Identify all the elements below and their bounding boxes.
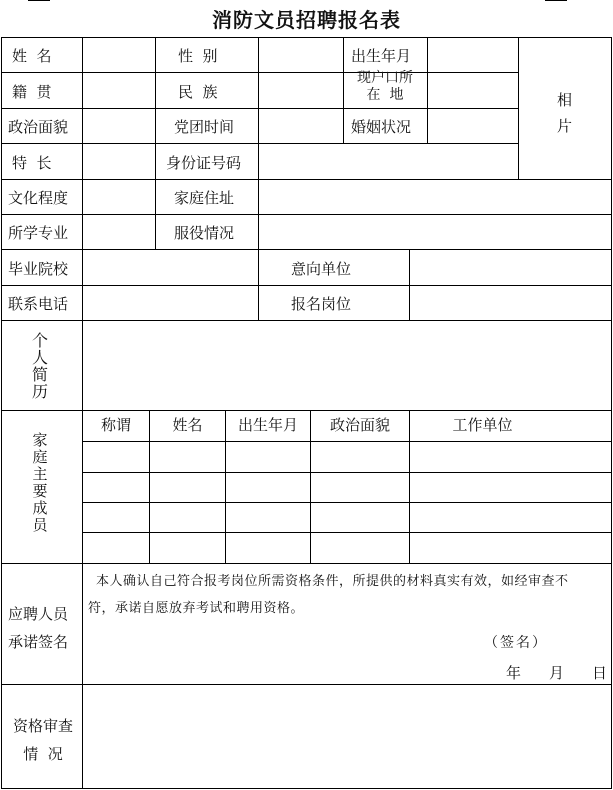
politics-field[interactable] — [83, 109, 155, 143]
family-label: 家庭主要成员 — [32, 431, 48, 534]
gender-field[interactable] — [259, 38, 343, 72]
origin-field[interactable] — [83, 73, 155, 108]
top-mark-right — [545, 0, 567, 1]
specialty-field[interactable] — [83, 144, 155, 179]
phone-label: 联系电话 — [8, 295, 69, 313]
school-label: 毕业院校 — [8, 260, 69, 278]
family-table-row[interactable] — [83, 503, 611, 532]
party-date-label: 党团时间 — [174, 118, 235, 136]
ethnicity-field[interactable] — [259, 73, 343, 108]
date-year: 年 — [506, 664, 522, 682]
photo-box[interactable] — [519, 38, 611, 179]
date-day: 日 — [592, 664, 608, 682]
family-header-birth: 出生年月 — [237, 416, 298, 435]
review-field[interactable] — [83, 685, 611, 788]
phone-field[interactable] — [83, 286, 258, 320]
family-header-work-unit: 工作单位 — [452, 416, 513, 435]
family-table-row[interactable] — [83, 533, 611, 563]
position-label: 报名岗位 — [291, 295, 352, 313]
date-month: 月 — [549, 664, 565, 682]
resume-field[interactable] — [83, 321, 611, 410]
position-field[interactable] — [410, 286, 611, 320]
review-label: 资格审查 情 况 — [12, 717, 73, 763]
family-table-row[interactable] — [83, 442, 611, 472]
name-field[interactable] — [83, 38, 155, 72]
ethnicity-label: 民 族 — [178, 83, 218, 101]
family-header-politics: 政治面貌 — [329, 416, 390, 435]
politics-label: 政治面貌 — [8, 118, 69, 136]
major-label: 所学专业 — [8, 224, 69, 242]
hukou-label: 现户口所 在 地 — [357, 70, 413, 103]
family-header-name: 姓名 — [172, 416, 203, 435]
education-label: 文化程度 — [8, 189, 69, 207]
family-header-title: 称谓 — [100, 416, 131, 435]
education-field[interactable] — [83, 180, 155, 214]
pledge-label: 应聘人员 承诺签名 — [8, 605, 69, 651]
hukou-field[interactable] — [428, 73, 518, 108]
family-table-row[interactable] — [83, 473, 611, 502]
school-field[interactable] — [83, 250, 258, 285]
birth-date-label: 出生年月 — [351, 47, 412, 65]
birth-date-field[interactable] — [428, 38, 518, 72]
form-title: 消防文员招聘报名表 — [212, 8, 401, 32]
id-number-label: 身份证号码 — [166, 154, 242, 172]
service-field[interactable] — [259, 215, 611, 249]
origin-label: 籍 贯 — [12, 83, 52, 101]
marital-label: 婚姻状况 — [351, 118, 412, 136]
resume-label: 个人简历 — [31, 331, 48, 401]
service-label: 服役情况 — [174, 224, 235, 242]
pledge-text: 本人确认自己符合报考岗位所需资格条件，所提供的材料真实有效，如经审查不 符，承诺自愿放弃考试和聘用资格。 — [88, 574, 569, 616]
address-label: 家庭住址 — [174, 189, 235, 207]
id-number-field[interactable] — [259, 144, 518, 179]
target-unit-field[interactable] — [410, 250, 611, 285]
photo-label: 相 片 — [557, 91, 573, 135]
gender-label: 性 别 — [178, 47, 218, 65]
marital-field[interactable] — [428, 109, 518, 143]
signature-label[interactable]: （签名） — [484, 635, 548, 651]
top-mark-left — [28, 0, 50, 1]
name-label: 姓 名 — [12, 47, 52, 65]
party-date-field[interactable] — [259, 109, 343, 143]
address-field[interactable] — [259, 180, 611, 214]
target-unit-label: 意向单位 — [291, 260, 352, 278]
specialty-label: 特 长 — [12, 154, 52, 172]
major-field[interactable] — [83, 215, 155, 249]
